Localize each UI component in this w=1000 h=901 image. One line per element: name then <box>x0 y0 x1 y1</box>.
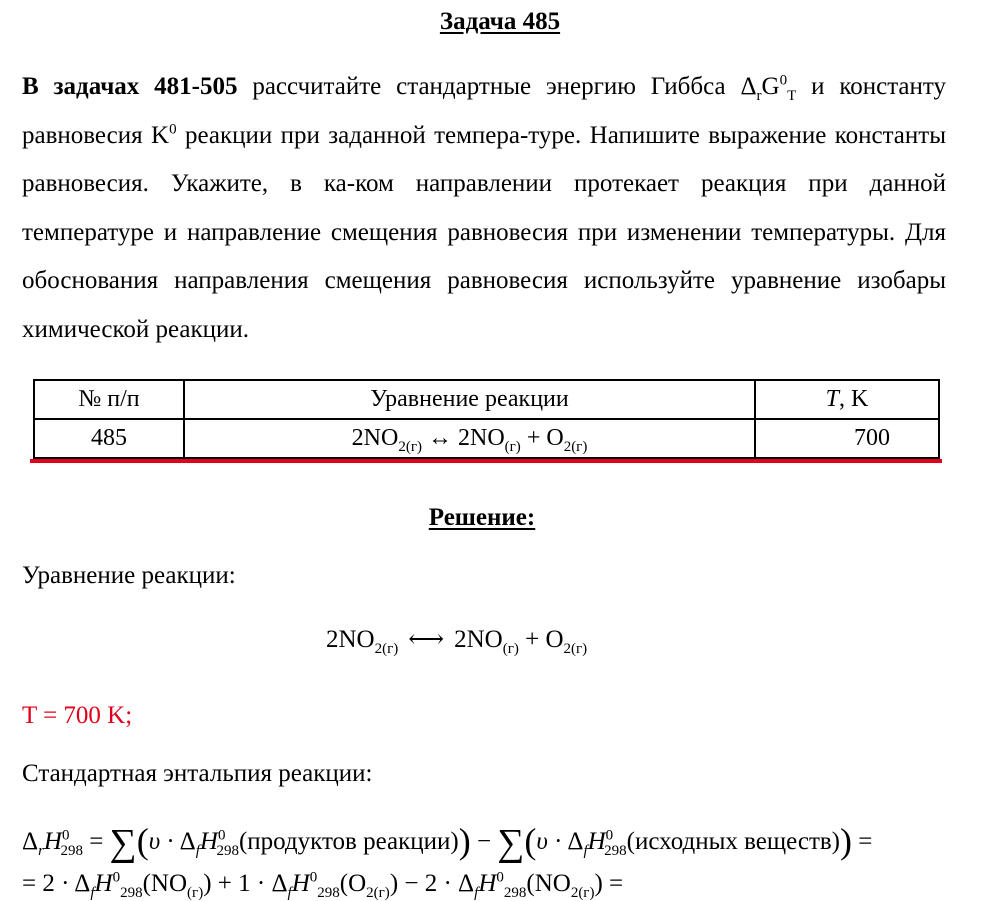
problem-text-3: реакции при заданной темпера-туре. Напишите выражение константы равновесия. Укажите, в ка-ком направлении протекает реакция при данной температуре и направление смещения равновесия при изменении температуры. Для обоснования направления смещения равновесия используйте уравнение изобары химической реакции. <box>22 121 946 343</box>
enthalpy-label: Стандартная энтальпия реакции: <box>22 760 373 787</box>
reaction-table <box>33 379 940 459</box>
table-header-row <box>34 380 939 419</box>
equation-label: Уравнение реакции: <box>22 562 236 589</box>
enthalpy-formula-continued: = $2 \cdot \Delta_fH^0_{298}(NO_{(г)}) + 1 \cdot \Delta_fH^0_{298}(O_{2(г)}) - 2 \cdot \Delta_fH^0_{298}(NO_{2(г)})$ = <box>22 869 624 901</box>
enthalpy-formula: $\Delta_rH^0_{298} = \sum(\upsilon$ · $\Delta_fH^0_{298}(продуктов$ реакции)) − $\sum(\upsilon \cdot \Delta_fH^0_{298}(исходных$ веществ)) = <box>22 821 873 864</box>
cell-equation: $2NO_{2(г)}$ ↔ $2NO_{(г)} + O_{2(г)}$ <box>184 419 755 458</box>
task-title: Задача 485 <box>439 8 561 35</box>
reaction-equation: $2NO_{2(г)}$ ⟷ $2NO_{(г)} + O_{2(г)}$ <box>326 626 588 657</box>
problem-statement: В задачах 481-505 рассчитайте стандартные энергию Гиббса $\Delta_rG^0_T$ и константу равновесия $K^0$ реакции при заданной темпера-туре. Напишите выражение константы равновесия. Укажите, в ка-ком направлении протекает реакция при данной температуре и направление смещения равновесия при изменении температуры. Для обоснования направления смещения равновесия используйте уравнение изобары химической реакции. <box>22 72 946 343</box>
problem-text-1: рассчитайте стандартные энергию Гиббса <box>252 73 726 100</box>
table-row <box>34 419 939 458</box>
cell-number: 485 <box>34 419 184 458</box>
red-underline <box>30 459 942 463</box>
problem-text-2: и константу равновесия <box>22 73 946 149</box>
column-header-number: № п/п <box>34 380 184 419</box>
solution-heading: Решение: <box>428 504 536 531</box>
column-header-equation: Уравнение реакции <box>184 380 755 419</box>
temperature-condition: T = 700 K; <box>22 702 133 729</box>
task-range: В задачах 481-505 <box>22 73 238 100</box>
cell-temperature: 700 <box>755 419 939 458</box>
column-header-temperature: T, K <box>755 380 939 419</box>
